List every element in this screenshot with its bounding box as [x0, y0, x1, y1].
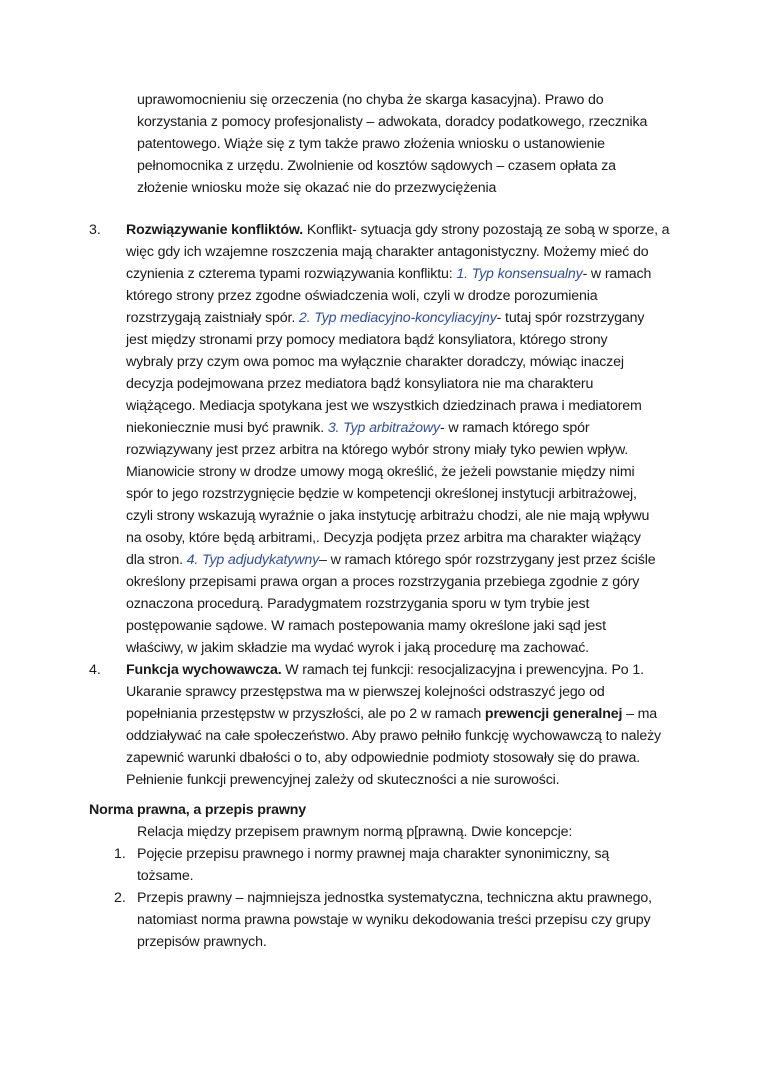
bold-term: prewencji generalnej — [484, 706, 623, 722]
text-line: rozstrzygają zaistniały spór. 2. Typ mediacyjno-koncyliacyjny- tutaj spór rozstrzygany — [126, 310, 645, 326]
list-number: 4. — [89, 662, 101, 678]
text-line: zapewnić warunki dbałości o to, aby odpowiednie podmioty stosowały się do prawa. — [126, 750, 641, 766]
text-line: uprawomocnieniu się orzeczenia (no chyba że skarga kasacyjna). Prawo do — [137, 92, 604, 108]
type-label: 1. Typ konsensualny — [456, 266, 583, 282]
text-line: którego strony przez zgodne oświadczenia woli, czyli w drodze porozumienia — [126, 288, 598, 304]
type-label: 4. Typ adjudykatywny — [186, 552, 320, 568]
text-line: Rozwiązywanie konfliktów. Konflikt- sytuacja gdy strony pozostają ze sobą w sporze, a — [126, 222, 670, 238]
text-line: rozwiązywany jest przez arbitra na którego wybór strony miały tyko pewien wpływ. — [126, 442, 629, 458]
text-line: właściwy, w jakim składzie ma wydać wyrok i jaką procedurę ma zachować. — [126, 640, 589, 656]
type-label: 3. Typ arbitrażowy — [327, 420, 440, 436]
text-line: natomiast norma prawna powstaje w wyniku dekodowania treści przepisu czy grupy — [137, 912, 651, 928]
text-line: postępowanie sądowe. W ramach postepowania mamy określone jaki sąd jest — [126, 618, 606, 634]
text-line: Funkcja wychowawcza. W ramach tej funkcji: resocjalizacyjna i prewencyjna. Po 1. — [126, 662, 644, 678]
list-number: 2. — [114, 890, 126, 906]
text-line: oddziaływać na całe społeczeństwo. Aby prawo pełniło funkcję wychowawczą to należy — [126, 728, 661, 744]
text-line: Pojęcie przepisu prawnego i normy prawnej maja charakter synonimiczny, są — [137, 846, 610, 862]
section-intro: Relacja między przepisem prawnym normą p[prawną. Dwie koncepcje: — [137, 824, 573, 840]
text-line: przepisów prawnych. — [137, 934, 267, 950]
text-line: tożsame. — [137, 868, 194, 884]
text-line: oznaczona procedurą. Paradygmatem rozstrzygania sporu w tym trybie jest — [126, 596, 590, 612]
text-line: spór to jego rozstrzygnięcie będzie w kompetencji określonej instytucji arbitrażowej, — [126, 486, 637, 502]
text-line: czyli strony wskazują wyraźnie o jaka instytucję arbitrażu chodzi, ale nie mają wpływu — [126, 508, 650, 524]
text-line: patentowego. Wiąże się z tym także prawo złożenia wniosku o ustanowienie — [137, 136, 605, 152]
text-line: wiążącego. Mediacja spotykana jest we wszystkich dziedzinach prawa i mediatorem — [126, 398, 642, 414]
text-line: wybraly przy czym owa pomoc ma wyłącznie charakter doradczy, mówiąc inaczej — [126, 354, 624, 370]
text-line: popełniania przestępstw w przyszłości, ale po 2 w ramach prewencji generalnej – ma — [126, 706, 658, 722]
text-line: korzystania z pomocy profesjonalisty – adwokata, doradcy podatkowego, rzecznika — [137, 114, 648, 130]
text-line: decyzja podejmowana przez mediatora bądź konsyliatora nie ma charakteru — [126, 376, 594, 392]
text-line: Pełnienie funkcji prewencyjnej zależy od skuteczności a nie surowości. — [126, 772, 560, 788]
list-number: 3. — [89, 222, 101, 238]
type-label: 2. Typ mediacyjno-koncyliacyjny — [298, 310, 497, 326]
text-line: więc gdy ich wzajemne roszczenia mają charakter antagonistyczny. Możemy mieć do — [126, 244, 649, 260]
text-line: określony przepisami prawa organ a proces rozstrzygania przebiega zgodnie z góry — [126, 574, 640, 590]
text-line: pełnomocnika z urzędu. Zwolnienie od kosztów sądowych – czasem opłata za — [137, 158, 616, 174]
text-line: jest między stronami przy pomocy mediatora bądź konsyliatora, którego strony — [126, 332, 608, 348]
list-number: 1. — [114, 846, 126, 862]
text-line: dla stron. 4. Typ adjudykatywny– w ramach którego spór rozstrzygany jest przez ściśle — [126, 552, 656, 568]
text-line: Przepis prawny – najmniejsza jednostka systematyczna, techniczna aktu prawnego, — [137, 890, 652, 906]
text-line: Mianowicie strony w drodze umowy mogą określić, że jeżeli powstanie między nimi — [126, 464, 635, 480]
text-line: Ukaranie sprawcy przestępstwa ma w pierwszej kolejności odstraszyć jego od — [126, 684, 605, 700]
text-line: czynienia z czterema typami rozwiązywania konfliktu: 1. Typ konsensualny- w ramach — [126, 266, 652, 282]
item-title: Rozwiązywanie konfliktów. — [126, 222, 304, 238]
text-line: na osoby, które będą arbitrami,. Decyzja podjęta przez arbitra ma charakter wiążący — [126, 530, 641, 546]
section-heading: Norma prawna, a przepis prawny — [89, 802, 307, 818]
item-title: Funkcja wychowawcza. — [126, 662, 282, 678]
text-line: złożenie wniosku może się okazać nie do przezwyciężenia — [137, 180, 497, 196]
text-line: niekoniecznie musi być prawnik. 3. Typ arbitrażowy- w ramach którego spór — [126, 420, 590, 436]
